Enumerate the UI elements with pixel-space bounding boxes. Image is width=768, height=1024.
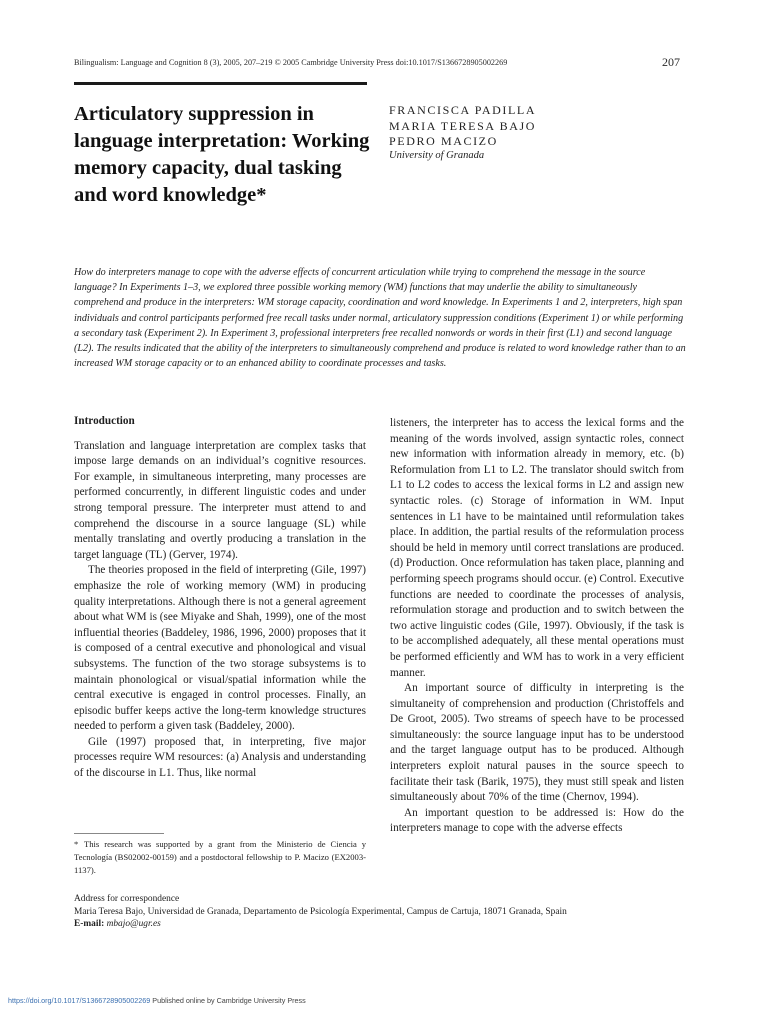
right-column bbox=[390, 416, 684, 837]
title-rule bbox=[74, 82, 367, 85]
left-column bbox=[74, 414, 366, 782]
correspondence-heading: Address for correspondence bbox=[74, 894, 180, 904]
author-name: FRANCISCA PADILLA bbox=[389, 103, 537, 117]
body-paragraph: An important question to be addressed is: How do the interpreters manage to cope with the adverse effects bbox=[390, 806, 684, 835]
author-name: PEDRO MACIZO bbox=[389, 134, 498, 148]
footnote-rule bbox=[74, 833, 164, 834]
article-title: Articulatory suppression in language interpretation: Working memory capacity, dual tasking and word knowledge* bbox=[74, 103, 370, 206]
running-head: Bilingualism: Language and Cognition 8 (3), 2005, 207–219 © 2005 Cambridge University Press doi:10.1017/S1366728905002269 bbox=[74, 58, 508, 67]
author-list bbox=[389, 103, 536, 150]
body-paragraph: The theories proposed in the field of interpreting (Gile, 1997) emphasize the role of working memory (WM) in producing quality interpretations. Although there is not a general agreement about what WM is (see Miyake and Shah, 1999), one of the most influential theories (Baddeley, 1986, 1996, 2000) proposes that it is composed of a central executive and phonological and visual subsystems. The function of the two storage subsystems is to maintain phonological or visual/spatial information while the central executive is engaged in control processes. Finally, an episodic buffer keeps active the long-term knowledge structures needed to perform a given task (Baddeley, 2000). bbox=[74, 564, 366, 733]
correspondence-address: Maria Teresa Bajo, Universidad de Granada, Departamento de Psicología Experimental, Campus de Cartuja, 18071 Granada, Spain bbox=[74, 906, 567, 917]
body-paragraph: Gile (1997) proposed that, in interpreting, five major processes require WM resources: (a) Analysis and understanding of the discourse in L1. Thus, like normal bbox=[74, 735, 366, 780]
author-name: MARIA TERESA BAJO bbox=[389, 118, 537, 133]
affiliation: University of Granada bbox=[389, 150, 485, 161]
footnote-mark: * bbox=[74, 839, 79, 849]
section-heading: Introduction bbox=[74, 415, 135, 427]
body-paragraph: Translation and language interpretation are complex tasks that impose large demands on an individual’s cognitive resources. For example, in simultaneous interpreting, many processes are performed concurrently, in different linguistic codes and under strong temporal pressure. The interpreter must attend to and comprehend the discourse in a source language (SL) while mentally translating and overtly producing a translation in the target language (TL) (Gerver, 1974). bbox=[74, 439, 366, 561]
body-paragraph: listeners, the interpreter has to access the lexical forms and the meaning of the words involved, assign syntactic roles, connect new information with information already in memory, etc. (b) Reformulation from L1 to L2. The translator should switch from L1 to L2 codes to access the lexical forms in L2 and assign new syntactic roles. (c) Storage of information in WM. Input sentences in L1 have to be maintained until reformulation takes place. In addition, the partial results of the reformulation process should be held in memory until correct translations are produced. (d) Production. Once reformulation has taken place, planning and performing speech programs should occur. (e) Control. Executive functions are needed to coordinate the processes of analysis, reformulation storage and production and to switch between the two active linguistic codes (Gile, 1997). Obviously, if the task is to be accomplished adequately, all these mental operations must be performed efficiently and WM has to work in a very efficient manner. bbox=[390, 417, 684, 679]
correspondence-block bbox=[74, 893, 686, 931]
footnote bbox=[74, 838, 366, 877]
doi-link[interactable]: https://doi.org/10.1017/S1366728905002269 bbox=[8, 996, 151, 1005]
page-number: 207 bbox=[662, 55, 680, 69]
email-address[interactable]: mbajo@ugr.es bbox=[106, 919, 161, 930]
abstract: How do interpreters manage to cope with the adverse effects of concurrent articulation while trying to comprehend the message in the source language? In Experiments 1–3, we explored three possible working memory (WM) functions that may underlie the ability to simultaneously comprehend and produce in the interpreters: WM storage capacity, coordination and word knowledge. In Experiments 1 and 2, interpreters, high span individuals and control participants performed free recall tasks under normal, articulatory suppression conditions (Experiment 1) or while performing a secondary task (Experiment 2). In Experiment 3, professional interpreters free recalled nonwords or words in their first (L1) and second language (L2). The results indicated that the ability of the interpreters to simultaneously comprehend and produce is related to word knowledge rather than to an increased WM storage capacity or to an enhanced ability to coordinate processes and tasks. bbox=[74, 267, 686, 370]
correspondence-email-line bbox=[74, 918, 686, 931]
footnote-text: This research was supported by a grant from the Ministerio de Ciencia y Tecnología (BS02002-00159) and a postdoctoral fellowship to P. Macizo (EX2003-1137). bbox=[74, 839, 366, 875]
page-footer bbox=[8, 996, 306, 1005]
body-paragraph: An important source of difficulty in interpreting is the simultaneity of comprehension and production (Christoffels and De Groot, 2005). Two streams of speech have to be processed simultaneously: the source language input has to be understood and the target language output has to be produced. Although interpreters exploit natural pauses in the source speech to facilitate their task (Barik, 1975), they must still speak and listen simultaneously about 70% of the time (Chernov, 1994). bbox=[390, 682, 684, 804]
published-note: Published online by Cambridge University Press bbox=[152, 996, 306, 1005]
email-label: E-mail: bbox=[74, 919, 105, 930]
